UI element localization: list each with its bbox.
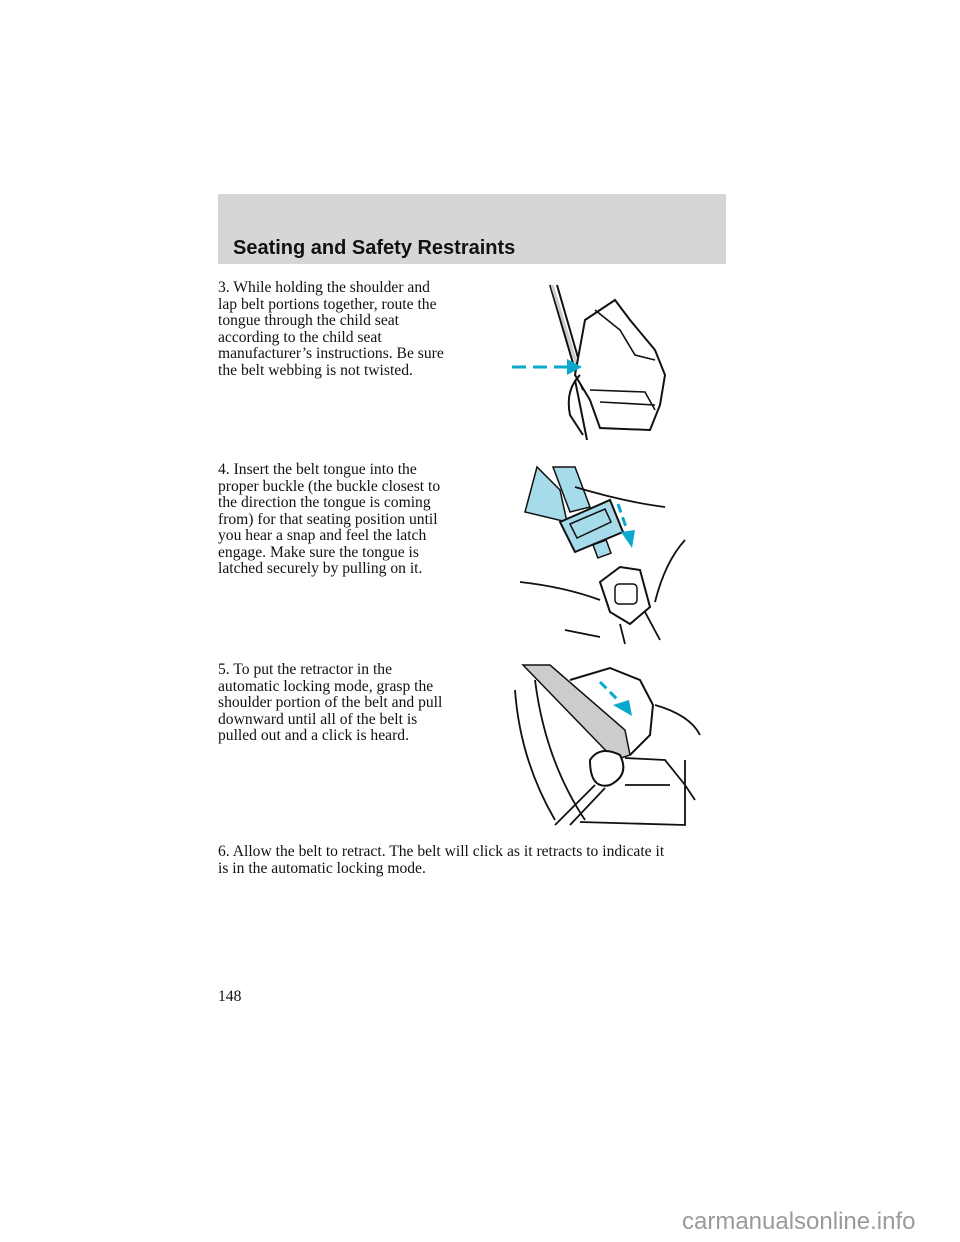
text-line: proper buckle (the buckle closest to xyxy=(218,477,441,495)
text-line: 5. To put the retractor in the xyxy=(218,661,392,678)
text-line: 4. Insert the belt tongue into the xyxy=(218,461,417,478)
step-6-text xyxy=(218,844,664,877)
child-seat-routing-illustration xyxy=(505,280,675,445)
step-3-text xyxy=(218,280,444,379)
text-line: 6. Allow the belt to retract. The belt will click as it retracts to indicate it xyxy=(218,843,665,860)
text-line: shoulder portion of the belt and pull xyxy=(218,694,443,711)
text-line: is in the automatic locking mode. xyxy=(218,859,426,877)
step-5-text xyxy=(218,662,442,745)
text-line: pulled out and a click is heard. xyxy=(218,727,409,744)
section-title: Seating and Safety Restraints xyxy=(233,237,516,259)
text-line: lap belt portions together, route the xyxy=(218,295,437,313)
text-line: manufacturer’s instructions. Be sure xyxy=(218,345,444,362)
retractor-pull-illustration xyxy=(505,660,705,830)
text-line: downward until all of the belt is xyxy=(218,710,418,728)
text-line: the belt webbing is not twisted. xyxy=(218,361,413,379)
text-line: according to the child seat xyxy=(218,328,382,346)
text-line: the direction the tongue is coming xyxy=(218,494,431,511)
text-line: latched securely by pulling on it. xyxy=(218,560,423,577)
text-line: tongue through the child seat xyxy=(218,312,400,329)
text-line: 3. While holding the shoulder and xyxy=(218,279,430,296)
arrow-head-icon xyxy=(613,700,632,716)
arrow-head-icon xyxy=(621,530,635,548)
text-line: engage. Make sure the tongue is xyxy=(218,543,419,561)
section-header xyxy=(218,194,726,264)
watermark: carmanualsonline.info xyxy=(682,1208,916,1235)
page-number: 148 xyxy=(218,988,242,1005)
text-line: from) for that seating position until xyxy=(218,510,438,528)
text-line: you hear a snap and feel the latch xyxy=(218,527,427,544)
step-4-text xyxy=(218,462,440,578)
text-line: automatic locking mode, grasp the xyxy=(218,677,434,695)
buckle-insert-illustration xyxy=(515,462,695,647)
